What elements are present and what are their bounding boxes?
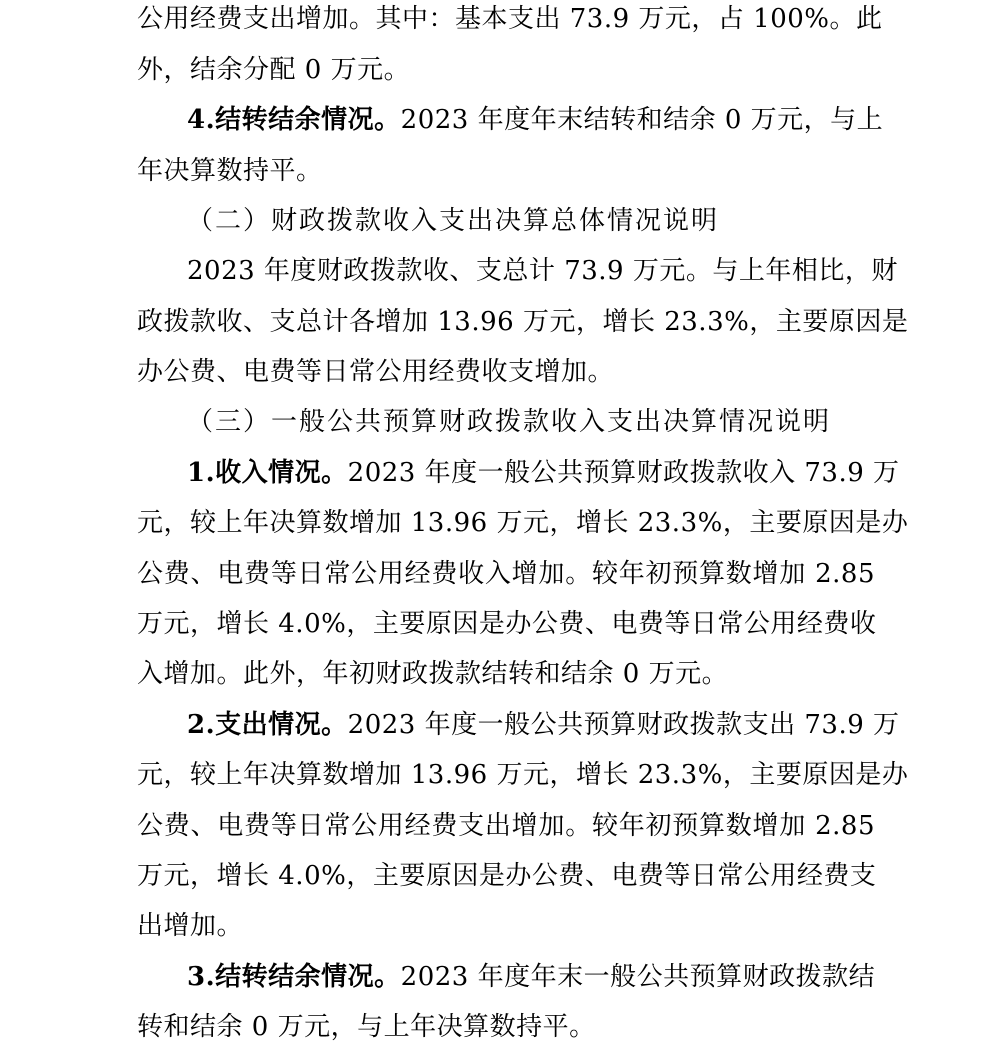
body-text-line: 办公费、电费等日常公用经费收支增加。 — [137, 357, 615, 387]
carryover-paragraph-line — [187, 103, 884, 137]
body-text-line: 外，结余分配 0 万元。 — [137, 55, 411, 85]
body-text-line: 元，较上年决算数增加 13.96 万元，增长 23.3%，主要原因是办 — [137, 508, 909, 538]
body-text-line: 公用经费支出增加。其中：基本支出 73.9 万元，占 100%。此 — [137, 4, 883, 34]
income-paragraph-line — [187, 456, 900, 490]
carryover-paragraph-line — [187, 960, 875, 994]
section-heading-3: （三）一般公共预算财政拨款收入支出决算情况说明 — [187, 407, 832, 437]
expense-paragraph-line — [187, 708, 900, 742]
body-text-line: 入增加。此外，年初财政拨款结转和结余 0 万元。 — [137, 659, 729, 689]
income-lead: 1.收入情况。 — [187, 458, 348, 488]
body-text-line: 转和结余 0 万元，与上年决算数持平。 — [137, 1012, 596, 1042]
carryover-lead: 3.结转结余情况。 — [187, 962, 401, 992]
carryover-lead: 4.结转结余情况。 — [187, 105, 401, 135]
body-text-line: 万元，增长 4.0%，主要原因是办公费、电费等日常公用经费收 — [137, 609, 877, 639]
body-text-line: 元，较上年决算数增加 13.96 万元，增长 23.3%，主要原因是办 — [137, 760, 909, 790]
expense-text: 2023 年度一般公共预算财政拨款支出 73.9 万 — [347, 710, 900, 740]
body-text-line: 出增加。 — [137, 911, 244, 941]
section-heading-2: （二）财政拨款收入支出决算总体情况说明 — [187, 206, 720, 236]
body-text-line: 公费、电费等日常公用经费收入增加。较年初预算数增加 2.85 — [137, 559, 875, 589]
body-text-line: 公费、电费等日常公用经费支出增加。较年初预算数增加 2.85 — [137, 811, 875, 841]
income-text: 2023 年度一般公共预算财政拨款收入 73.9 万 — [347, 458, 900, 488]
body-text-line: 2023 年度财政拨款收、支总计 73.9 万元。与上年相比，财 — [187, 256, 898, 286]
carryover-text: 2023 年度年末结转和结余 0 万元，与上 — [400, 105, 884, 135]
body-text-line: 万元，增长 4.0%，主要原因是办公费、电费等日常公用经费支 — [137, 861, 877, 891]
carryover-text: 2023 年度年末一般公共预算财政拨款结 — [400, 962, 876, 992]
expense-lead: 2.支出情况。 — [187, 710, 348, 740]
body-text-line: 政拨款收、支总计各增加 13.96 万元，增长 23.3%，主要原因是 — [137, 307, 909, 337]
body-text-line: 年决算数持平。 — [137, 156, 323, 186]
